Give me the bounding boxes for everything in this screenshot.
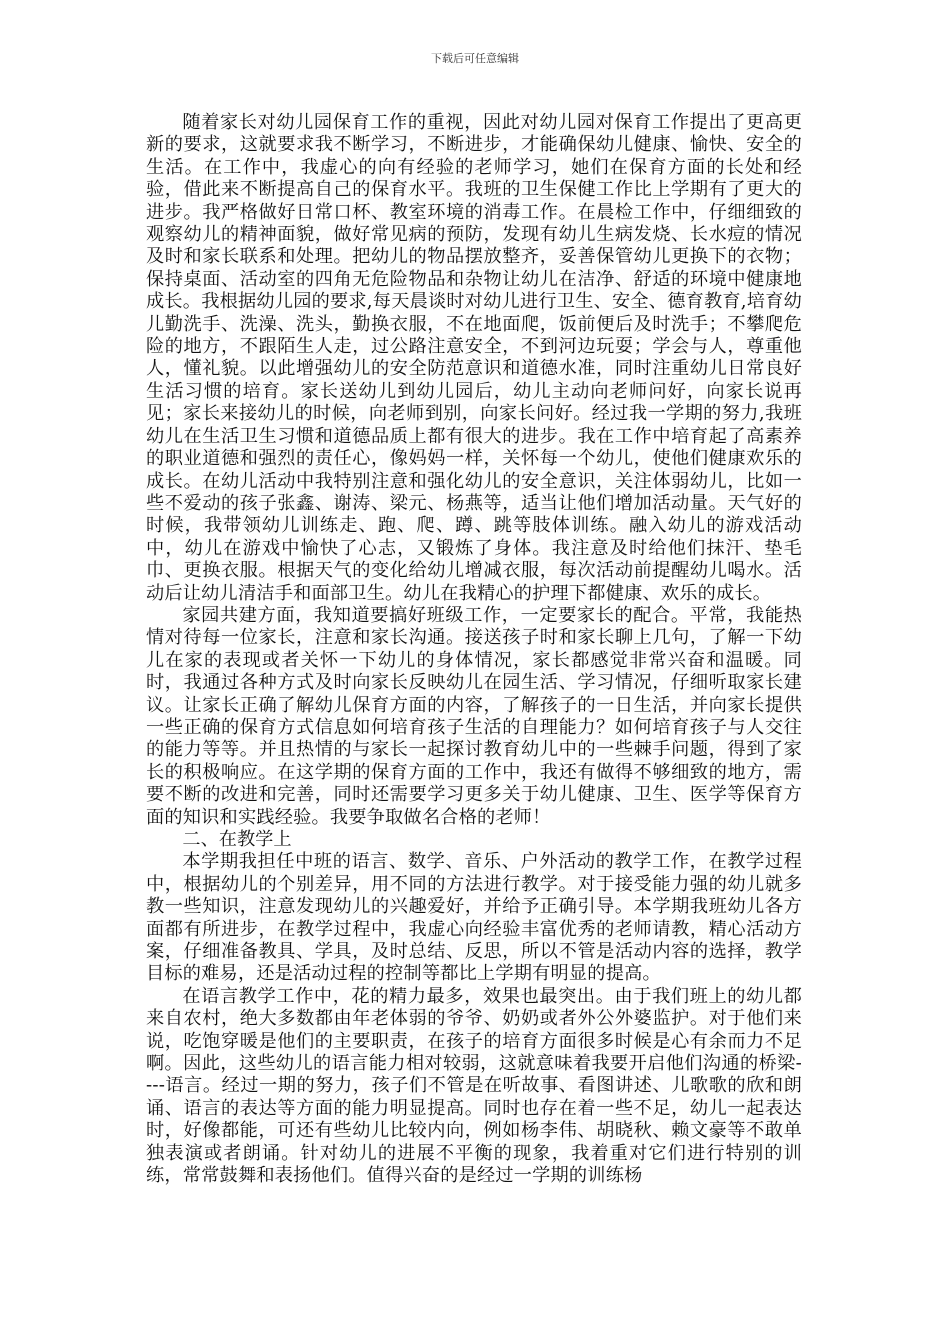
paragraph-home-school: 家园共建方面，我知道要搞好班级工作，一定要家长的配合。平常，我能热情对待每一位家长，注意和家长沟通。接送孩子时和家长聊上几句，了解一下幼儿在家的表现或者关怀一下幼儿的身体情况，家长都感觉非常兴奋和温暖。同时，我通过各种方式及时向家长反映幼儿在园生活、学习情况，仔细听取家长建议。让家长正确了解幼儿保育方面的内容，了解孩子的一日生活，并向家长提供一些正确的保育方式信息如何培育孩子生活的自理能力？如何培育孩子与人交往的能力等等。并且热情的与家长一起探讨教育幼儿中的一些棘手问题，得到了家长的积极响应。在这学期的保育方面的工作中，我还有做得不够细致的地方，需要不断的改进和完善，同时还需要学习更多关于幼儿健康、卫生、医学等保育方面的知识和实践经验。我要争取做名合格的老师！ — [146, 604, 802, 828]
section-heading-teaching: 二、在教学上 — [182, 829, 292, 850]
paragraph-teaching-overview: 本学期我担任中班的语言、数学、音乐、户外活动的教学工作，在教学过程中，根据幼儿的个别差异，用不同的方法进行教学。对于接受能力强的幼儿就多教一些知识，注意发现幼儿的兴趣爱好，并给予正确引导。本学期我班幼儿各方面都有所进步，在教学过程中，我虚心向经验丰富优秀的老师请教，精心活动方案，仔细准备教具、学具，及时总结、反思，所以不管是活动内容的选择，教学目标的难易，还是活动过程的控制等都比上学期有明显的提高。 — [146, 851, 802, 985]
document-body — [146, 112, 802, 1188]
paragraph-health-care: 随着家长对幼儿园保育工作的重视，因此对幼儿园对保育工作提出了更高更新的要求，这就要求我不断学习，不断进步，才能确保幼儿健康、愉快、安全的生活。在工作中，我虚心的向有经验的老师学习，她们在保育方面的长处和经验，借此来不断提高自己的保育水平。我班的卫生保健工作比上学期有了更大的进步。我严格做好日常口杯、教室环境的消毒工作。在晨检工作中，仔细细致的观察幼儿的精神面貌，做好常见病的预防，发现有幼儿生病发烧、长水痘的情况及时和家长联系和处理。把幼儿的物品摆放整齐，妥善保管幼儿更换下的衣物；保持桌面、活动室的四角无危险物品和杂物让幼儿在洁净、舒适的环境中健康地成长。我根据幼儿园的要求,每天晨谈时对幼儿进行卫生、安全、德育教育,培育幼儿勤洗手、洗澡、洗头，勤换衣服，不在地面爬，饭前便后及时洗手；不攀爬危险的地方，不跟陌生人走，过公路注意安全，不到河边玩耍；学会与人，尊重他人，懂礼貌。以此增强幼儿的安全防范意识和道德水准，同时注重幼儿日常良好生活习惯的培育。家长送幼儿到幼儿园后，幼儿主动向老师问好，向家长说再见；家长来接幼儿的时候，向老师到别，向家长问好。经过我一学期的努力,我班幼儿在生活卫生习惯和道德品质上都有很大的进步。我在工作中培育起了高素养的职业道德和强烈的责任心，像妈妈一样，关怀每一个幼儿，使他们健康欢乐的成长。在幼儿活动中我特别注意和强化幼儿的安全意识，关注体弱幼儿，比如一些不爱动的孩子张鑫、谢涛、梁元、杨燕等，适当让他们增加活动量。天气好的时候，我带领幼儿训练走、跑、爬、蹲、跳等肢体训练。融入幼儿的游戏活动中，幼儿在游戏中愉快了心志，又锻炼了身体。我注意及时给他们抹汗、垫毛巾、更换衣服。根据天气的变化给幼儿增减衣服，每次活动前提醒幼儿喝水。活动后让幼儿清洁手和面部卫生。幼儿在我精心的护理下都健康、欢乐的成长。 — [146, 112, 802, 604]
page-header-note: 下载后可任意编辑 — [431, 52, 519, 65]
paragraph-language-teaching: 在语言教学工作中，花的精力最多，效果也最突出。由于我们班上的幼儿都来自农村，绝大多数都由年老体弱的爷爷、奶奶或者外公外婆监护。对于他们来说，吃饱穿暖是他们的主要职责，在孩子的培育方面很多时候是心有余而力不足啊。因此，这些幼儿的语言能力相对较弱，这就意味着我要开启他们沟通的桥梁----语言。经过一期的努力，孩子们不管是在听故事、看图讲述、儿歌歌的欣和朗诵、语言的表达等方面的能力明显提高。同时也存在着一些不足，幼儿一起表达时，好像都能，可还有些幼儿比较内向，例如杨李伟、胡晓秋、赖文豪等不敢单独表演或者朗诵。针对幼儿的进展不平衡的现象，我着重对它们进行特别的训练，常常鼓舞和表扬他们。值得兴奋的是经过一学期的训练杨 — [146, 985, 802, 1187]
